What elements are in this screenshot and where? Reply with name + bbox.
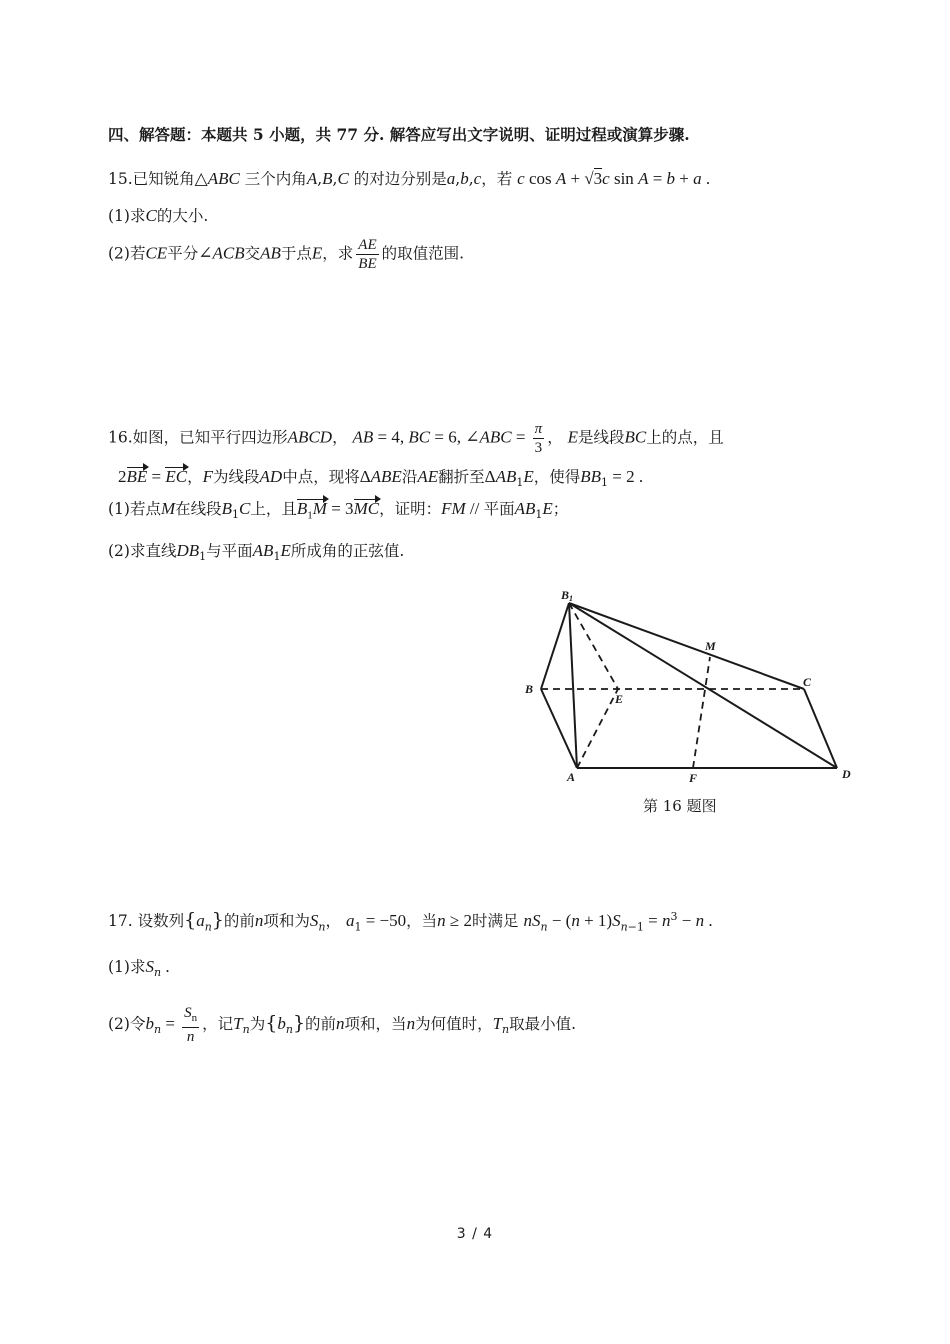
fraction-sn-n: $\frac{S_n}{n}$ — [184, 1005, 198, 1045]
edge-f-m-dashed — [693, 657, 710, 768]
label-e: E — [615, 692, 624, 706]
q17-part2: (2)令$b_n$ = $\frac{S_n}{n}$ ，记$T_n$为$\{b_n\}$的前n项和，当n为何值时，$T_n$取最小值. — [108, 1005, 577, 1045]
label-m: M — [705, 639, 716, 653]
q15-stem: 15.已知锐角△ABC 三个内角A,B,C 的对边分别是a,b,c，若 c cos A + √3c sin A = b + a . — [108, 169, 711, 188]
section-header: 四、解答题：本题共 5 小题，共 77 分. 解答应写出文字说明、证明过程或演算步骤. — [108, 125, 690, 144]
page-number: 3 / 4 — [456, 1226, 494, 1242]
q16-geometry-figure — [515, 585, 860, 790]
q15-part1: (1)求C的大小. — [108, 206, 209, 225]
label-f: F — [689, 771, 698, 785]
edge-b-a — [541, 689, 577, 768]
q16-stem: 16.如图，已知平行四边形ABCD， AB = 4, BC = 6, ∠ABC = $\frac{\pi}{3}$ ， E是线段BC上的点，且 — [108, 421, 724, 456]
label-b1: B1 — [561, 588, 574, 603]
edge-c-d — [804, 689, 837, 768]
q17-part1: (1)求$S_n$ . — [108, 957, 170, 980]
figure-caption: 第 16 题图 — [643, 797, 717, 815]
fraction-ae-be: $\frac{AE}{BE}$ — [358, 237, 377, 272]
q16-part2: (2)求直线$DB_1$与平面$AB_1E$所成角的正弦值. — [108, 541, 405, 564]
label-d: D — [842, 767, 851, 781]
label-c: C — [803, 675, 812, 689]
label-a: A — [567, 770, 576, 784]
q15-part2: (2)若CE平分∠ACB交AB于点E，求 $\frac{AE}{BE}$ 的取值范围. — [108, 237, 465, 272]
q16-part1: (1)若点M在线段$B_1C$上，且$B_1M = 3MC$，证明：FM // 平面$AB_1E$； — [108, 498, 568, 526]
edge-b1-e-dashed — [569, 603, 618, 689]
edge-b1-b — [541, 603, 569, 689]
fraction-pi-3: $\frac{\pi}{3}$ — [534, 421, 543, 456]
q17-stem: 17. 设数列$\{a_n\}$的前n项和为$S_n$， $a_1 = -50$，当n ≥ 2时满足 $nS_n - (n + 1)S_{n-1} = n^3 - n$ . — [108, 909, 713, 934]
edge-b1-a — [569, 603, 577, 768]
label-b: B — [525, 682, 534, 696]
edge-a-e-dashed — [577, 689, 618, 768]
q16-stem-line2: 2BE = EC，F为线段AD中点，现将ΔABE沿AE翻折至$\Delta AB_1E$，使得$BB_1 = 2$ . — [118, 467, 644, 490]
